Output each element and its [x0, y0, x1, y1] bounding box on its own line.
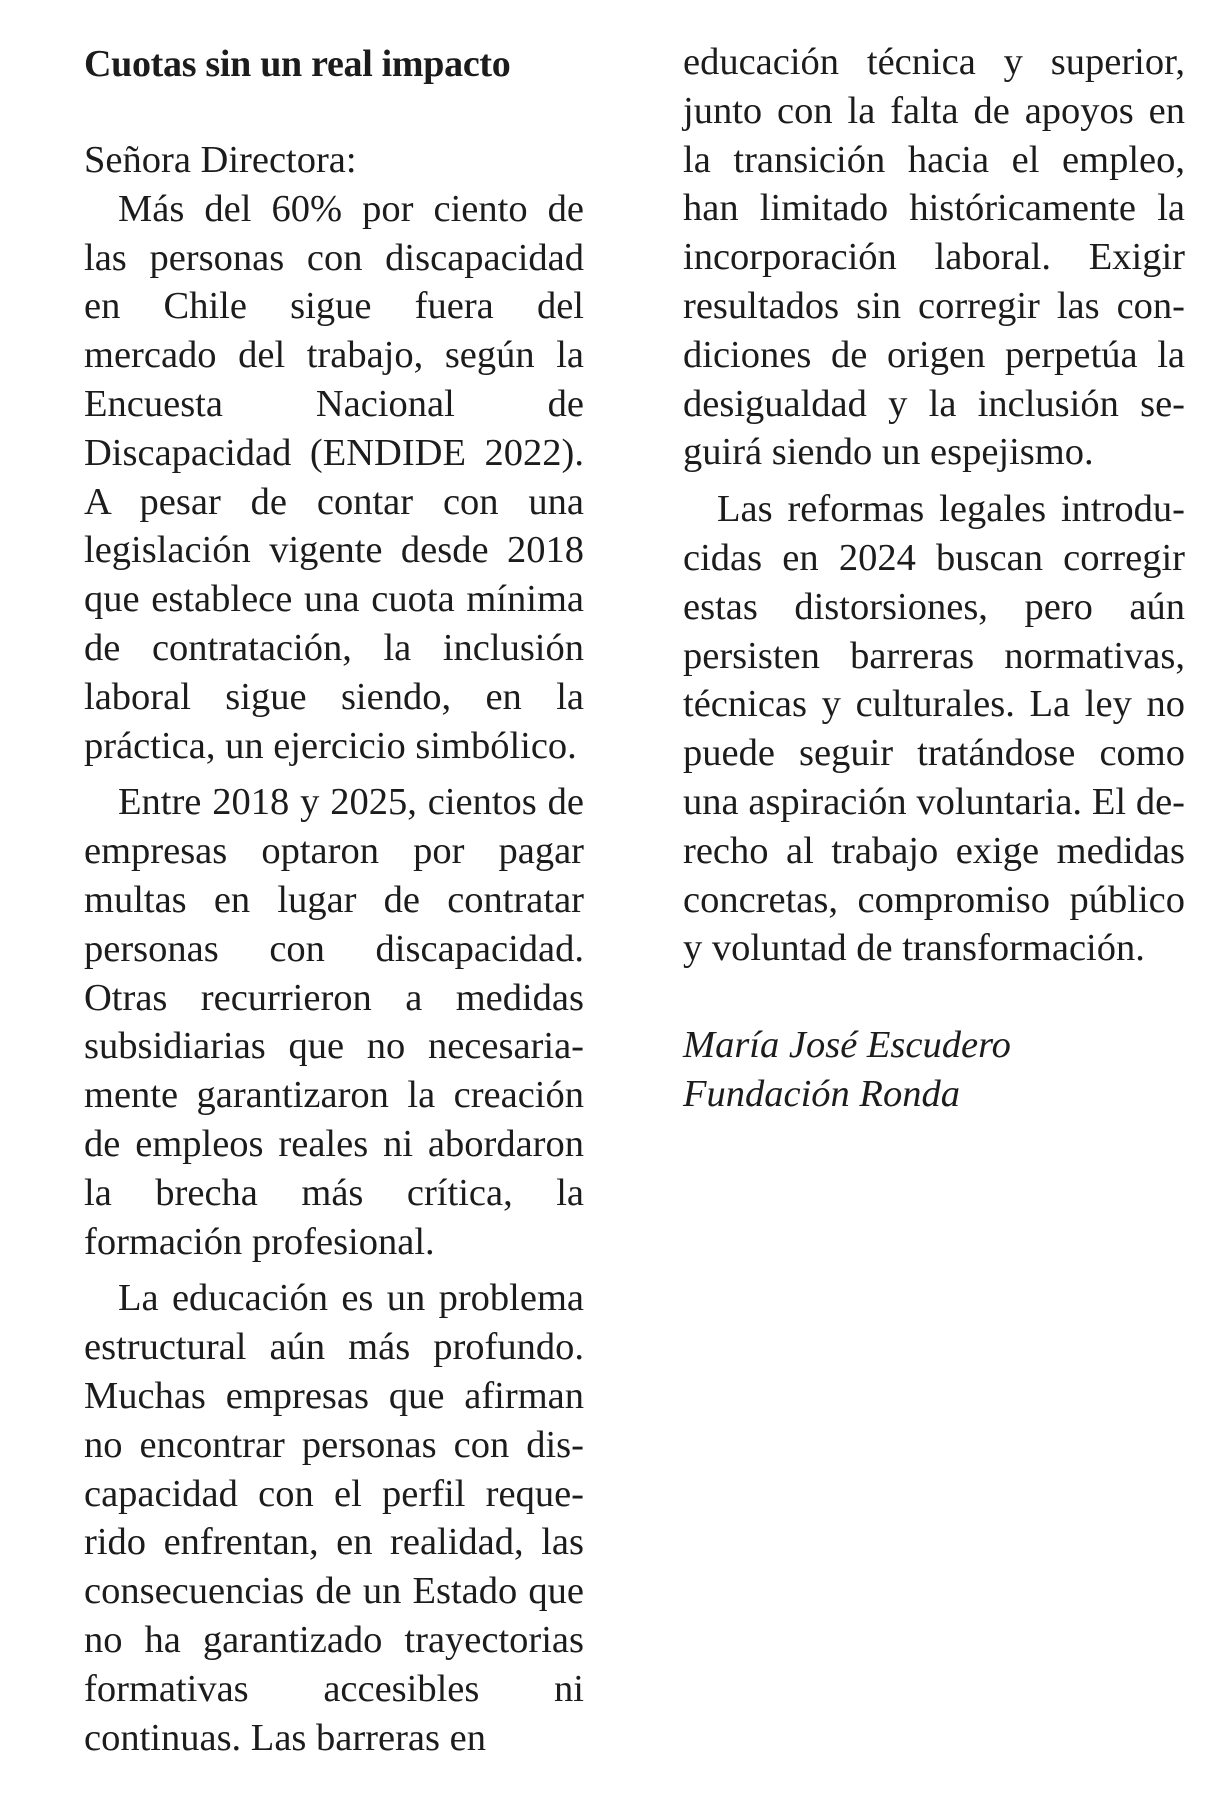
signature-block	[683, 1021, 1185, 1119]
left-column	[84, 40, 584, 1770]
paragraph-1: Más del 60% por ciento de las personas con discapacidad en Chile sigue fuera del mercado del trabajo, según la Encuesta Nacional de Discapacidad (ENDIDE 2022). A pesar de contar con una legislación vigente desde 2018 que establece una cuota mínima de contratación, la inclusión laboral sigue siendo, en la práctica, un ejercicio simbólico.	[84, 187, 584, 767]
paragraph-3-part-2: educación técnica y superior, junto con la falta de apoyos en la transición hacia el empleo, han limitado históricamente la incorporación laboral. Exigir resultados sin corregir las condiciones de origen perpetúa la desigualdad y la inclusión seguirá siendo un espejismo.	[683, 41, 1185, 474]
paragraph-3-part-1: La educación es un problema estructural aún más profundo. Muchas empresas que afirman no encontrar personas con discapacidad con el perfil requerido enfrentan, en realidad, las consecuencias de un Estado que no ha garantizado trayectorias formativas accesibles ni continuas. Las barreras en	[84, 1277, 584, 1759]
signature-organization: Fundación Ronda	[683, 1072, 960, 1115]
salutation: Señora Directora:	[84, 139, 357, 181]
right-column	[683, 38, 1185, 1119]
signature-name: María José Escudero	[683, 1024, 1011, 1067]
paragraph-4: Las reformas legales introducidas en 2024 buscan corregir estas distorsiones, pero aún persisten barreras normativas, técnicas y culturales. La ley no puede seguir tratándose como una aspiración voluntaria. El derecho al trabajo exige medidas concretas, compromiso público y voluntad de transformación.	[683, 488, 1185, 970]
paragraph-2: Entre 2018 y 2025, cientos de empresas optaron por pagar multas en lugar de contratar personas con discapacidad. Otras recurrieron a medidas subsidiarias que no necesariamente garantizaron la creación de empleos reales ni abordaron la brecha más crítica, la formación profesional.	[84, 781, 584, 1263]
letter-headline: Cuotas sin un real impacto	[84, 43, 511, 85]
